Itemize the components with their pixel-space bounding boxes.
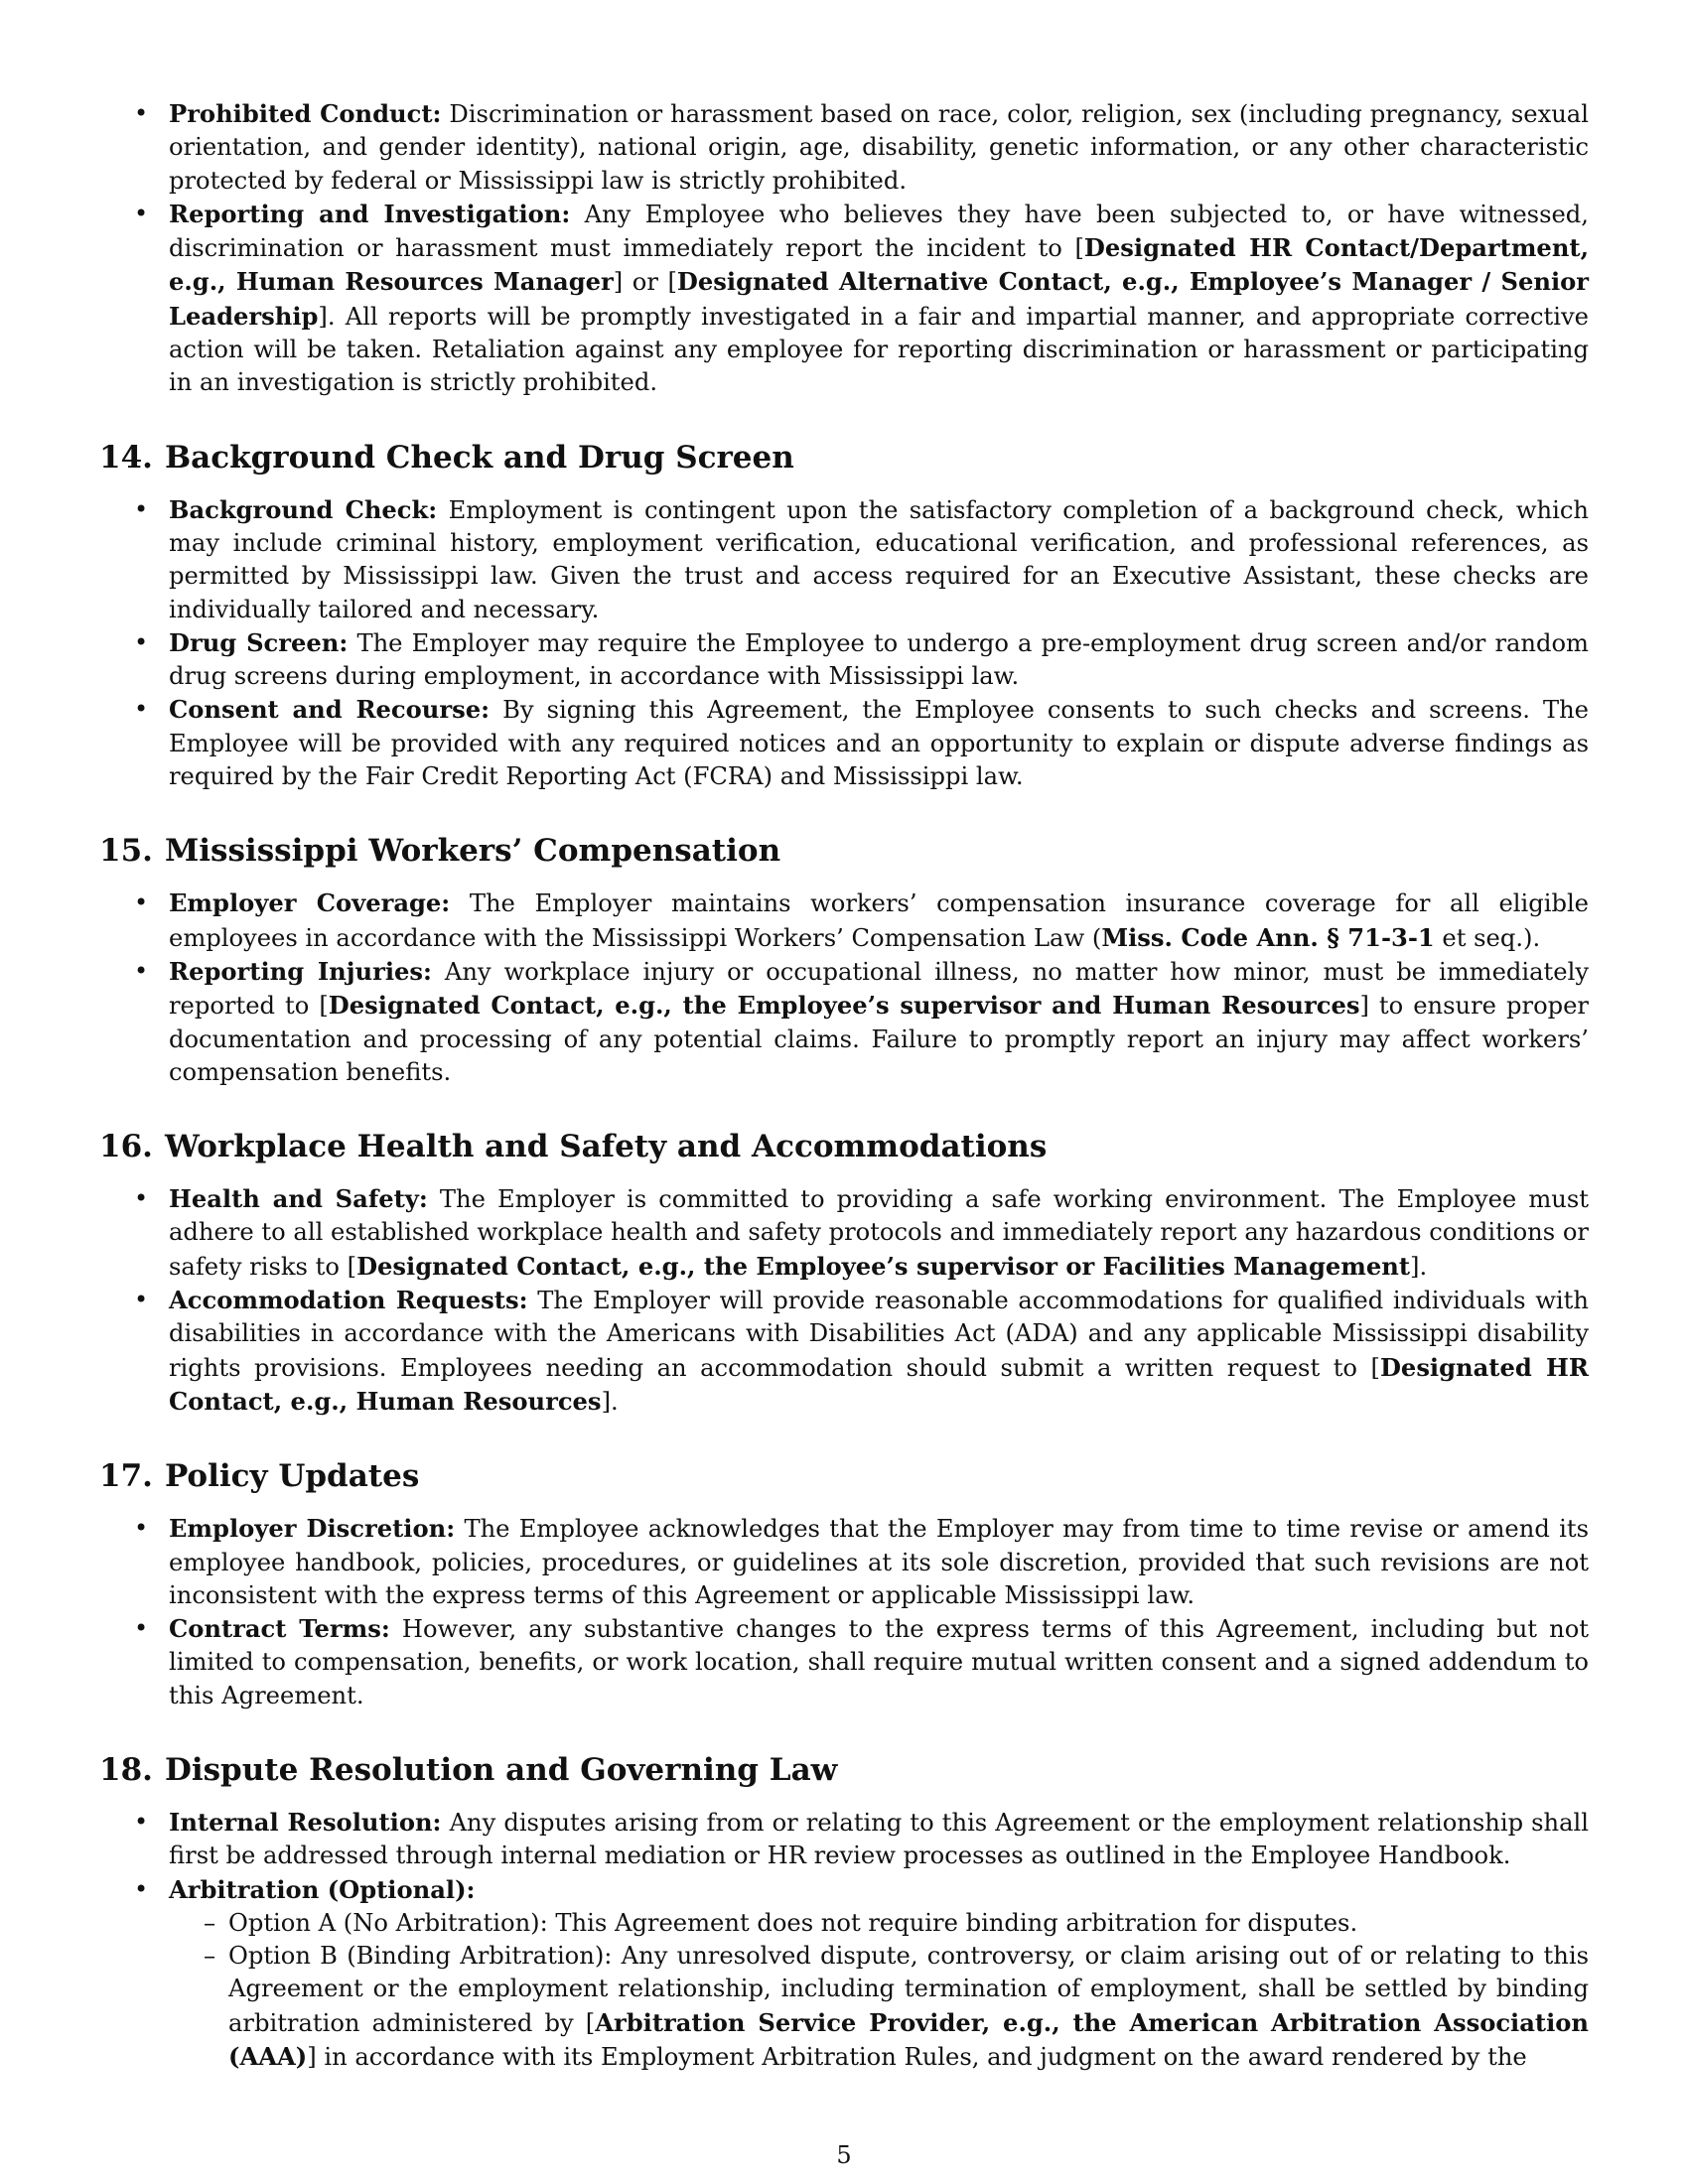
section-title: Dispute Resolution and Governing Law <box>164 1751 838 1788</box>
list-item <box>99 97 1589 198</box>
section-title: Workplace Health and Safety and Accommodations <box>164 1129 1048 1165</box>
list-item <box>99 1806 1589 1873</box>
list-item <box>99 198 1589 400</box>
list-item <box>99 626 1589 694</box>
item-text: ]. <box>601 1387 619 1416</box>
item-label: Consent and Recourse: <box>169 695 491 725</box>
list-item <box>99 493 1589 626</box>
placeholder-text: Arbitration Service Provider, e.g., the American Arbitration Association (AAA) <box>228 2007 1589 2072</box>
option-item <box>169 1907 1589 1940</box>
item-text: ] in accordance with its Employment Arbitration Rules, and judgment on the award rendered by the <box>307 2043 1527 2072</box>
placeholder-text: Designated Alternative Contact, e.g., Employee’s Manager / Senior Leadership <box>169 267 1590 331</box>
item-label: Drug Screen: <box>169 627 349 657</box>
section-number: 17. <box>99 1458 153 1495</box>
list-item <box>99 1284 1589 1419</box>
section-list <box>99 493 1589 794</box>
item-text: Any disputes arising from or relating to this Agreement or the employment relationship shall first be addressed through internal mediation or HR review processes as outlined in the Employee Handbook. <box>169 1808 1590 1870</box>
item-text: ]. All reports will be promptly investigated in a fair and impartial manner, and appropriate corrective action will be taken. Retaliation against any employee for reporting discrimination or harassment or participating in an investigation is strictly prohibited. <box>169 302 1589 397</box>
section-list <box>99 1182 1589 1419</box>
item-text: Any workplace injury or occupational illness, no matter how minor, must be immediately reported to [ <box>169 957 1589 1021</box>
section-number: 18. <box>99 1751 153 1788</box>
item-text: Option B (Binding Arbitration): Any unresolved dispute, controversy, or claim arising out of or relating to this Agreement or the employment relationship, including termination of employment, shall be settled by binding arbitration administered by [ <box>228 1942 1589 2037</box>
list-item <box>99 693 1589 793</box>
section-heading <box>99 1456 1589 1496</box>
item-label: Reporting Injuries: <box>169 956 432 986</box>
section-heading <box>99 1750 1589 1790</box>
item-text: Employment is contingent upon the satisfactory completion of a background check, which may include criminal history, employment verification, educational verification, and professional references, as permitted by Mississippi law. Given the trust and access required for an Executive Assistant, these checks are individually tailored and necessary. <box>169 495 1589 623</box>
section-number: 15. <box>99 833 153 870</box>
placeholder-text: Designated Contact, e.g., the Employee’s supervisor or Facilities Management <box>356 1251 1411 1281</box>
section-title: Policy Updates <box>164 1458 420 1495</box>
list-item <box>99 887 1589 955</box>
discrimination-list <box>99 97 1589 400</box>
placeholder-text: Miss. Code Ann. § 71-3-1 <box>1101 922 1435 952</box>
list-item <box>99 1612 1589 1712</box>
page-content <box>99 97 1589 2074</box>
section-heading <box>99 831 1589 871</box>
list-item <box>99 955 1589 1089</box>
item-label: Background Check: <box>169 494 438 524</box>
item-text: et seq.). <box>1434 923 1541 952</box>
item-label: Contract Terms: <box>169 1614 390 1644</box>
placeholder-text: Designated HR Contact, e.g., Human Resources <box>169 1352 1589 1416</box>
item-text: ] to ensure proper documentation and processing of any potential claims. Failure to promptly report an injury may affect workers’ compensation benefits. <box>169 992 1589 1086</box>
item-text: Any Employee who believes they have been subjected to, or have witnessed, discrimination or harassment must immediately report the incident to [ <box>169 200 1589 263</box>
item-text: By signing this Agreement, the Employee consents to such checks and screens. The Employee will be provided with any required notices and an opportunity to explain or dispute adverse findings as required by the Fair Credit Reporting Act (FCRA) and Mississippi law. <box>169 696 1590 791</box>
item-text: The Employer may require the Employee to undergo a pre-employment drug screen and/or random drug screens during employment, in accordance with Mississippi law. <box>169 628 1589 691</box>
item-label: Employer Discretion: <box>169 1514 456 1544</box>
item-label: Prohibited Conduct: <box>169 99 442 128</box>
item-label: Accommodation Requests: <box>169 1286 528 1315</box>
item-text: However, any substantive changes to the express terms of this Agreement, including but not limited to compensation, benefits, or work location, shall require mutual written consent and a signed addendum to this Agreement. <box>169 1615 1589 1709</box>
item-text: The Employee acknowledges that the Employer may from time to time revise or amend its employee handbook, policies, procedures, or guidelines at its sole discretion, provided that such revisions are not inconsistent with the express terms of this Agreement or applicable Mississippi law. <box>169 1515 1589 1609</box>
list-item <box>99 1182 1589 1284</box>
section-list <box>99 887 1589 1089</box>
section-number: 16. <box>99 1129 153 1165</box>
item-text: ]. <box>1410 1252 1428 1281</box>
section-list <box>99 1806 1589 2074</box>
section-number: 14. <box>99 439 153 476</box>
item-label: Employer Coverage: <box>169 888 451 918</box>
item-text: The Employer will provide reasonable accommodations for qualified individuals with disabilities in accordance with the Americans with Disabilities Act (ADA) and any applicable Mississippi disability rights provisions. Employees needing an accommodation should submit a written request to [ <box>169 1287 1589 1382</box>
section-heading <box>99 438 1589 478</box>
placeholder-text: Designated HR Contact/Department, e.g., Human Resources Manager <box>169 233 1590 297</box>
list-item <box>99 1512 1589 1612</box>
item-text: ] or [ <box>613 268 677 297</box>
section-title: Mississippi Workers’ Compensation <box>164 833 781 870</box>
section-heading <box>99 1127 1589 1166</box>
arbitration-options <box>169 1907 1589 2074</box>
item-text: The Employer maintains workers’ compensation insurance coverage for all eligible employees in accordance with the Mississippi Workers’ Compensation Law ( <box>169 889 1589 952</box>
option-item <box>169 1940 1589 2074</box>
item-label: Arbitration (Optional): <box>169 1874 476 1904</box>
section-title: Background Check and Drug Screen <box>164 439 794 476</box>
item-text: The Employer is committed to providing a safe working environment. The Employee must adhere to all established workplace health and safety protocols and immediately report any hazardous conditions or safety risks to [ <box>169 1185 1589 1281</box>
list-item <box>99 1873 1589 2075</box>
placeholder-text: Designated Contact, e.g., the Employee’s supervisor and Human Resources <box>328 991 1360 1021</box>
item-text: Option A (No Arbitration): This Agreement does not require binding arbitration for disputes. <box>228 1908 1358 1937</box>
item-label: Health and Safety: <box>169 1184 428 1214</box>
item-label: Reporting and Investigation: <box>169 199 571 228</box>
item-text: Discrimination or harassment based on race, color, religion, sex (including pregnancy, sexual orientation, and gender identity), national origin, age, disability, genetic information, or any other characteristic protected by federal or Mississippi law is strictly prohibited. <box>169 100 1589 195</box>
item-label: Internal Resolution: <box>169 1807 442 1837</box>
page-number: 5 <box>836 2141 852 2169</box>
section-list <box>99 1512 1589 1712</box>
